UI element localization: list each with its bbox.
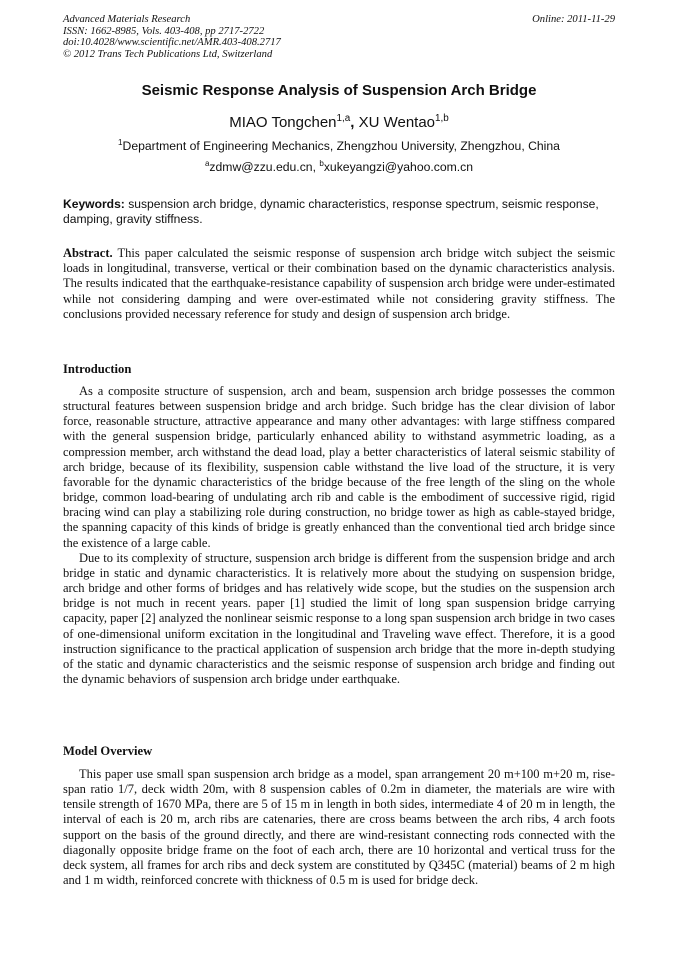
introduction-paragraph-2: Due to its complexity of structure, suspension arch bridge is different from the suspension bridge and arch bridge in static and dynamic characteristics. It is relatively more about the studying on suspension bridge, arch bridge and other forms of bridges and has relatively wide scope, but the studies on the suspension arch bridge is not much in recent years. paper [1] studied the limit of long span suspension bridge carrying capacity, paper [2] analyzed the nonlinear seismic response to a long span suspension arch bridge in two cases of one-dimensional uniform excitation in the longitudinal and Traveling wave effect. Therefore, it is a good instruction significance to the practical application of suspension arch bridge that the more in-depth studying of the static and dynamic characteristics and the seismic response of suspension arch bridge and finding out the dynamic behaviors of suspension arch bridge under earthquake. bbox=[63, 550, 615, 686]
page-header bbox=[63, 14, 615, 60]
issn-line: ISSN: 1662-8985, Vols. 403-408, pp 2717-2722 bbox=[63, 25, 265, 37]
email-a: zdmw@zzu.edu.cn, bbox=[209, 160, 320, 174]
abstract-block bbox=[63, 246, 615, 322]
abstract-label: Abstract. bbox=[63, 246, 113, 260]
model-overview-body bbox=[63, 767, 615, 888]
paper-title: Seismic Response Analysis of Suspension Arch Bridge bbox=[141, 82, 537, 99]
email-b: xukeyangzi@yahoo.com.cn bbox=[323, 160, 474, 174]
model-overview-heading: Model Overview bbox=[63, 744, 153, 758]
author-2: XU Wentao bbox=[358, 114, 436, 131]
abstract-text: This paper calculated the seismic response of suspension arch bridge witch subject the seismic loads in longitudinal, transverse, vertical or their combination based on the dynamic characteristics analysis. The results indicated that the earthquake-resistance capability of suspension arch bridge were under-estimated while not considering damping and were over-estimated while not considering gravity stiffness. The conclusions provided necessary reference for study and design of suspension arch bridge. bbox=[63, 246, 615, 321]
online-date: Online: 2011-11-29 bbox=[532, 14, 615, 25]
email-b-marker: b bbox=[319, 158, 324, 168]
affiliation-marker: 1 bbox=[118, 137, 123, 147]
keywords-block bbox=[63, 197, 615, 227]
author-separator: , bbox=[350, 114, 359, 131]
keywords-label: Keywords: bbox=[63, 197, 125, 211]
author-1: MIAO Tongchen bbox=[229, 114, 337, 131]
author-2-affiliation: 1,b bbox=[435, 113, 449, 124]
author-1-affiliation: 1,a bbox=[336, 113, 351, 124]
introduction-paragraph-1: As a composite structure of suspension, arch and beam, suspension arch bridge possesses the common structural features between suspension bridge and arch bridge. Such bridge has the clear division of labor force, reasonable structure, attractive appearance and many other advantages: with large stiffness compared with the general suspension bridge, particularly enhanced ability to withstand asymmetric loading, as a compression member, arch withstand the dead load, play a better characteristics of lateral seismic stability of arch bridge, because of its flexibility, suspension cable withstand the live load of the structure, it is very favorable for the dynamic characteristics of the bridge because of the free length of the sling on the whole bridge, common load-bearing of undulating arch rib and cable is the embodiment of successive rigid, rigid bracing wind can play a stabilizing role during construction, no bridge tower as high as cable-stayed bridge, the spanning capacity of this kinds of bridge is greatly enhanced than the conventional tied arch bridge since the existence of a large cable. bbox=[63, 384, 615, 550]
copyright-line: © 2012 Trans Tech Publications Ltd, Switzerland bbox=[63, 48, 273, 60]
keywords-text: suspension arch bridge, dynamic characteristics, response spectrum, seismic response, damping, gravity stiffness. bbox=[63, 197, 599, 226]
affiliation-text: Department of Engineering Mechanics, Zhengzhou University, Zhengzhou, China bbox=[122, 139, 560, 153]
doi-line: doi:10.4028/www.scientific.net/AMR.403-408.2717 bbox=[63, 37, 281, 49]
affiliation-line bbox=[0, 139, 678, 153]
introduction-heading: Introduction bbox=[63, 362, 132, 376]
author-line bbox=[0, 114, 678, 131]
email-line bbox=[0, 160, 678, 174]
email-a-marker: a bbox=[204, 158, 210, 168]
journal-name: Advanced Materials Research bbox=[63, 14, 191, 25]
model-overview-paragraph-1: This paper use small span suspension arch bridge as a model, span arrangement 20 m+100 m+20 m, rise-span ratio 1/7, deck width 20m, with 8 suspension cables of 0.2m in diameter, the materials are wire with tensile strength of 1670 MPa, there are 5 of 15 m in length in both sides, intermediate 4 of 20 m in length, the interval of each is 20 m, arch ribs are catenaries, there are cross beams between the arch ribs, 4 arch foots support on the basis of the ground directly, and there are wind-resistant connecting rods connected with the diagonally opposite bridge frame on the foot of each arch, there are 10 horizontal and vertical truss for the deck system, all frames for arch ribs and deck system are constituted by Q345C (material) beams of 2 m high and 1 m width, reinforced concrete with thickness of 0.5 m is used for bridge deck. bbox=[63, 767, 615, 888]
introduction-body bbox=[63, 384, 615, 687]
